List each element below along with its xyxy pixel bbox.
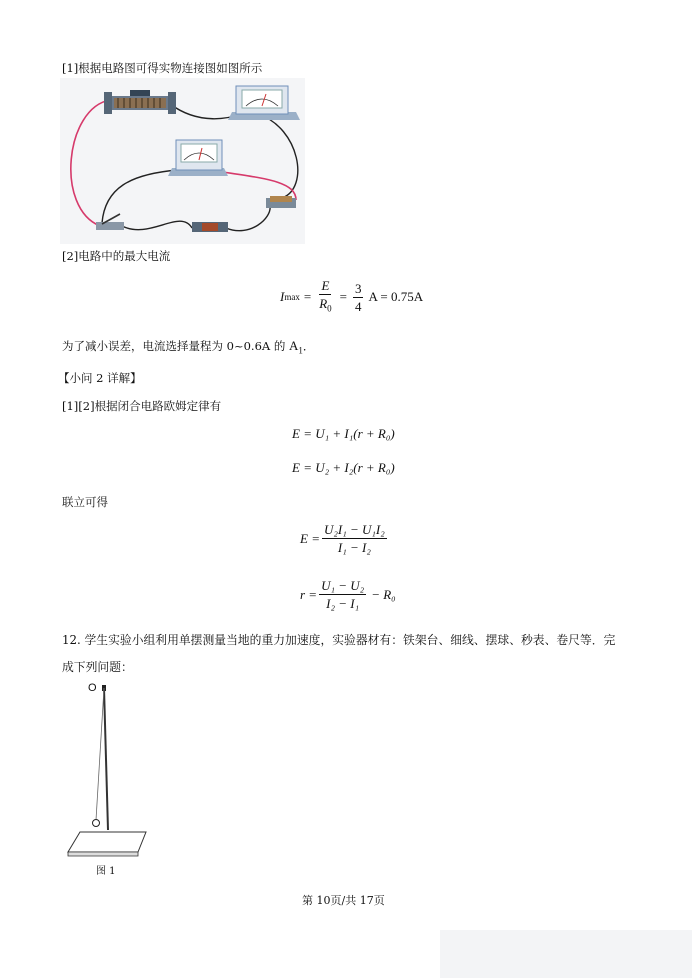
circuit-diagram-figure (60, 78, 305, 244)
battery (192, 222, 228, 232)
figure-1-caption: 图 1 (96, 866, 116, 877)
step1-text: [1]根据电路图可得实物连接图如图所示 (62, 61, 263, 75)
formula-r-result (300, 578, 396, 611)
frac-r0-sub: 0 (327, 303, 332, 314)
stand-rod (104, 688, 108, 830)
combine-text: 联立可得 (62, 495, 108, 509)
formula-imax (280, 278, 423, 317)
current-range-note (62, 338, 314, 356)
ammeter-label: $A_1$ (289, 338, 303, 356)
page-number-footer: 第 10页/共 17页 (302, 894, 385, 907)
formula-e1: E = U₁ + I₁(r + R₀) (292, 426, 395, 441)
r-result-tail: − R₀ (371, 586, 396, 602)
e-result-lhs: E = (300, 530, 320, 546)
note-end-mark: ． (302, 339, 315, 353)
pendulum-string (96, 688, 104, 820)
scan-shadow-corner (440, 930, 692, 978)
e-result-denominator: I₁ − I₂ (337, 540, 371, 555)
equals-sign-2: = (339, 289, 347, 305)
current-range-text: 为了减小误差，电流选择量程为 0~0.6A 的 (62, 339, 286, 353)
step2-text: [2]电路中的最大电流 (62, 249, 171, 263)
stand-base-side (68, 852, 138, 856)
equals-sign: = (303, 289, 312, 305)
formula-e-result (300, 522, 389, 555)
e-result-fraction (322, 522, 387, 555)
r-result-lhs: r = (300, 586, 318, 602)
e-result-numerator: U₂I₁ − U₁I₂ (323, 522, 385, 537)
pendulum-figure (62, 682, 157, 862)
part2-step-text: [1][2]根据闭合电路欧姆定律有 (62, 399, 222, 413)
frac-3: 3 (354, 280, 362, 296)
stand-base-top (68, 832, 146, 852)
question-12-line2: 成下列问题： (62, 660, 133, 674)
r-result-numerator: U₁ − U₂ (321, 578, 365, 593)
part2-header: 【小问 2 详解】 (58, 371, 142, 385)
fraction-e-over-r0 (317, 278, 333, 317)
r-result-denominator: I₂ − I₁ (326, 596, 360, 611)
voltmeter-middle (168, 140, 228, 176)
question-12-line1: 12. 学生实验小组利用单摆测量当地的重力加速度，实验器材有：铁架台、细线、摆球、秒表、卷尺等．完 (62, 633, 616, 647)
imax-subscript: max (284, 292, 300, 303)
formula-e2: E = U₂ + I₂(r + R₀) (292, 460, 395, 475)
fraction-3-over-4 (353, 281, 364, 314)
pendulum-bob (93, 820, 100, 827)
fixed-resistor (266, 196, 296, 208)
frac-e: E (321, 278, 330, 293)
frac-4: 4 (354, 298, 362, 314)
frac-r0: R (319, 296, 328, 311)
r-result-fraction (319, 578, 366, 611)
pendulum-point-label: O (88, 682, 97, 694)
imax-symbol: I (280, 289, 285, 305)
imax-result: A = 0.75A (368, 289, 424, 305)
